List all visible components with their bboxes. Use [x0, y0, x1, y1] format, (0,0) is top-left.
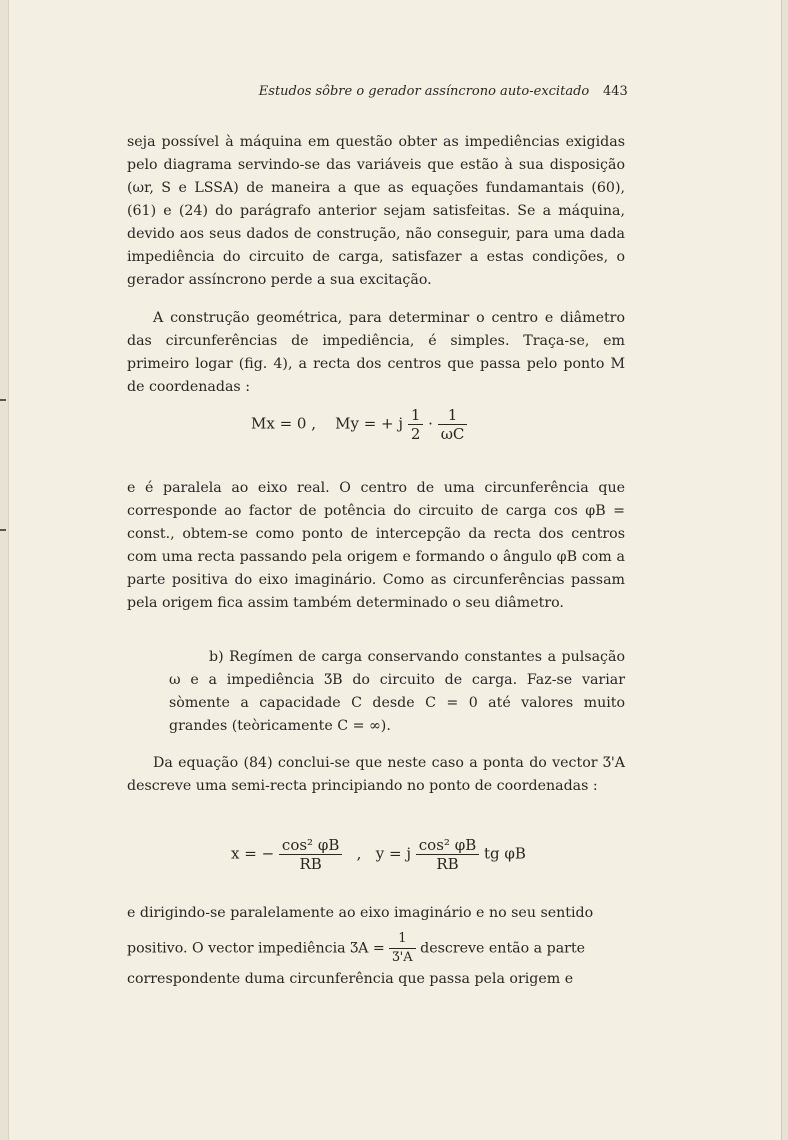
eq1-den1: 2: [410, 425, 421, 443]
eq1-dot: ·: [428, 414, 433, 433]
eq2-x-lhs: x = −: [231, 844, 275, 863]
paragraph-6-line-1: e dirigindo-se paralelamente ao eixo imaginário e no seu sentido: [127, 905, 594, 921]
eq2-y-den: RB: [436, 855, 459, 873]
eq2-y-lhs: y = j: [375, 844, 411, 863]
eq1-my: My = + j: [335, 414, 404, 433]
paragraph-6-line-3: correspondente duma circunferência que passa pela origem e: [127, 971, 574, 987]
eq1-den2: ωC: [440, 425, 465, 443]
paragraph-1: seja possível à máquina em questão obter as impediências exigidas pelo diagrama servindo-se das variáveis que estão à sua disposição (ωr, S e LSSA) de maneira a que as equações fundamantais (60), (61) e (24) do parágrafo anterior sejam satisfeitas. Se a máquina, devido aos seus dados de construção, não conseguir, para uma dada impediência do circuito de carga, satisfazer a estas condições, o gerador assíncrono perde a sua excitação.: [127, 134, 625, 288]
eq1-num1: 1: [408, 406, 424, 425]
page-number: 443: [603, 84, 628, 99]
paragraph-5: Da equação (84) conclui-se que neste caso a ponta do vector Ʒ'A descreve uma semi-recta principiando no ponto de coordenadas :: [127, 755, 625, 794]
p6-num: 1: [389, 930, 415, 949]
eq1-num2: 1: [438, 406, 468, 425]
paragraph-4-subsection-b: b) Regímen de carga conservando constantes a pulsação ω e a impediência ƷB do circuito de carga. Faz-se variar sòmente a capacidade C desde C = 0 até valores muito grandes (teòricamente C = ∞).: [169, 649, 625, 734]
paragraph-3: e é paralela ao eixo real. O centro de uma circunferência que corresponde ao factor de potência do circuito de carga cos φB = const., obtem-se como ponto de intercepção da recta dos centros com uma recta passando pela origem e formando o ângulo φB com a parte positiva do eixo imaginário. Como as circunferências passam pela origem fica assim também determinado o seu diâmetro.: [127, 480, 625, 611]
paragraph-2: A construção geométrica, para determinar o centro e diâmetro das circunferências de impediência, é simples. Traça-se, em primeiro logar (fig. 4), a recta dos centros que passa pelo ponto M de coordenadas :: [127, 310, 625, 395]
eq2-x-num: cos² φB: [279, 836, 342, 855]
p6-den: Ʒ'A: [392, 950, 413, 965]
eq2-y-num: cos² φB: [416, 836, 479, 855]
eq2-x-den: RB: [299, 855, 322, 873]
running-title: Estudos sôbre o gerador assíncrono auto-excitado: [258, 84, 590, 99]
eq1-mx: Mx = 0 ,: [251, 414, 317, 433]
p6-line2-end: descreve então a parte: [420, 940, 586, 957]
eq2-separator: ,: [356, 844, 362, 863]
eq2-y-tail: tg φB: [484, 844, 526, 863]
p6-line2-start: positivo. O vector impediência ƷA =: [127, 940, 385, 957]
